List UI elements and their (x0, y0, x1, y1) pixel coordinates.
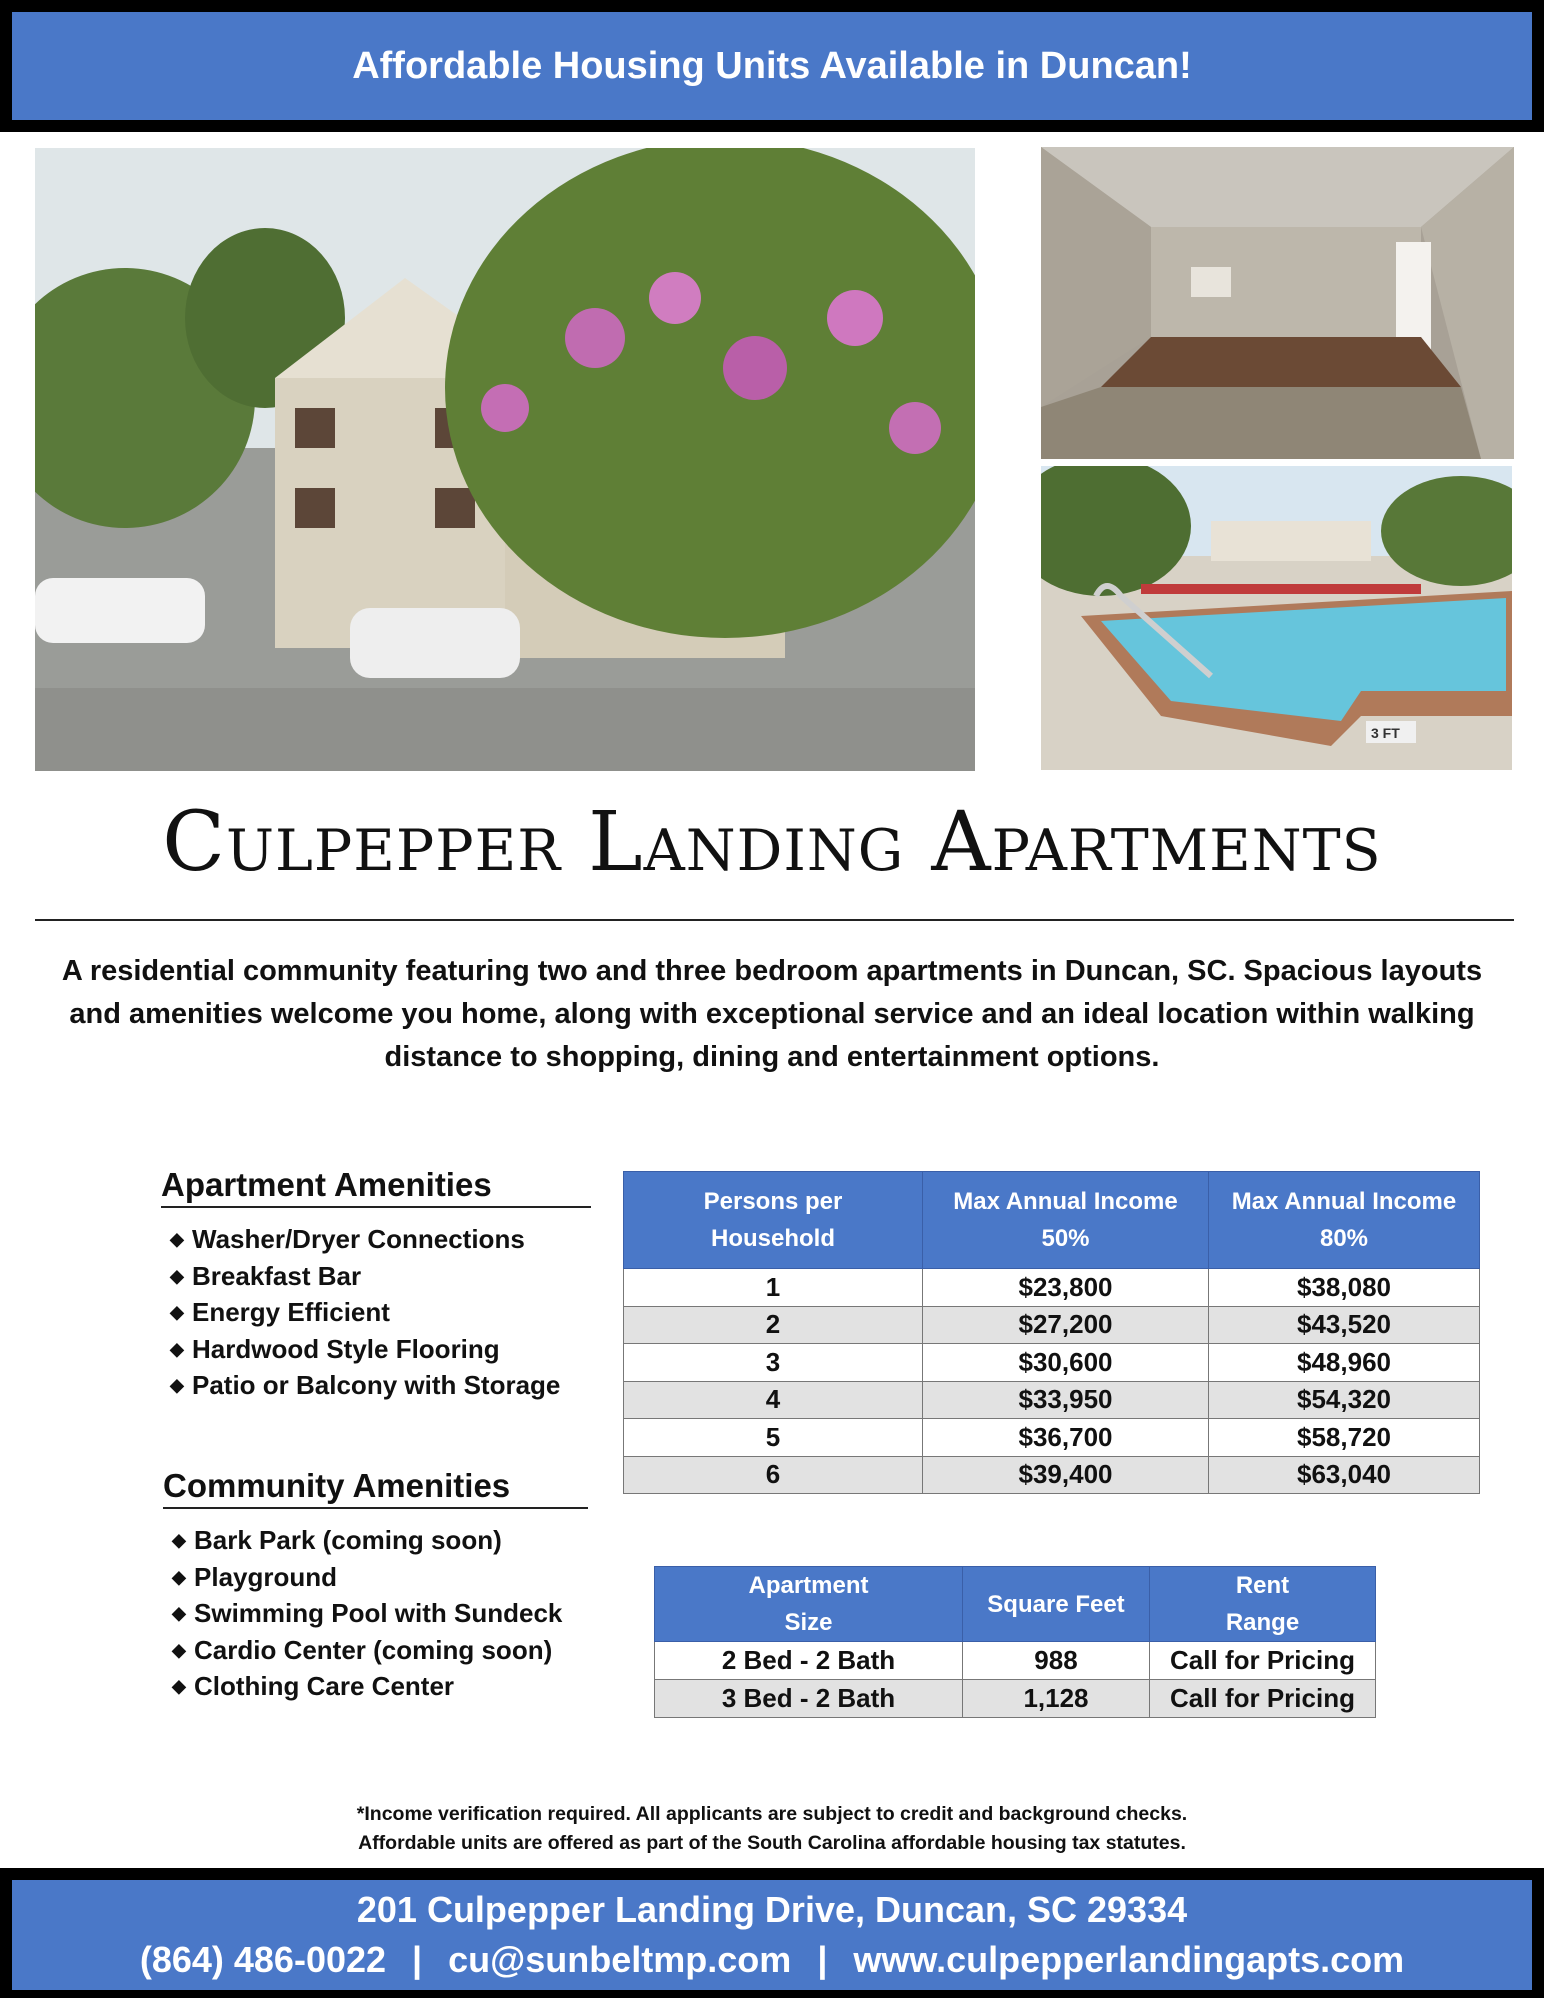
bullet-icon: ◆ (172, 1676, 186, 1696)
banner-headline: Affordable Housing Units Available in Duncan! (352, 44, 1192, 87)
address-text: 201 Culpepper Landing Drive, Duncan, SC 29334 (356, 1889, 1188, 1930)
table-row: 3 $30,600 $48,960 (624, 1344, 1480, 1382)
table-row: 2 Bed - 2 Bath 988 Call for Pricing (655, 1642, 1376, 1680)
community-amenities-list (172, 1522, 562, 1705)
list-item: ◆ Bark Park (coming soon) (172, 1522, 562, 1559)
bullet-icon: ◆ (170, 1338, 184, 1359)
column-header-income-50: Max Annual Income 50% (923, 1172, 1209, 1269)
bullet-icon: ◆ (172, 1639, 186, 1660)
table-row: 5 $36,700 $58,720 (624, 1419, 1480, 1457)
table-row: 4 $33,950 $54,320 (624, 1381, 1480, 1419)
list-item: ◆ Clothing Care Center (172, 1668, 562, 1705)
property-description: A residential community featuring two and three bedroom apartments in Duncan, SC. Spacious layouts and amenities welcome you home, along with exceptional service and an ideal location within walking distance to shopping, dining and entertainment options. (61, 955, 1483, 1073)
bullet-icon: ◆ (170, 1265, 184, 1286)
community-amenities-heading: Community Amenities (163, 1467, 588, 1509)
separator: | (412, 1939, 423, 1980)
list-item: ◆ Swimming Pool with Sundeck (172, 1595, 562, 1632)
bullet-icon: ◆ (170, 1375, 184, 1395)
email-link[interactable]: cu@sunbeltmp.com (448, 1939, 792, 1980)
pool-photo (1041, 466, 1512, 770)
phone-link[interactable]: (864) 486-0022 (139, 1939, 387, 1980)
column-header-square-feet: Square Feet (963, 1567, 1150, 1642)
list-item: ◆ Washer/Dryer Connections (170, 1221, 560, 1258)
table-row: 3 Bed - 2 Bath 1,128 Call for Pricing (655, 1680, 1376, 1718)
title-divider (35, 919, 1514, 921)
pool-depth-sign: 3 FT (1371, 725, 1400, 741)
column-header-rent-range: Rent Range (1150, 1567, 1376, 1642)
bullet-icon: ◆ (172, 1530, 186, 1550)
table-row: 2 $27,200 $43,520 (624, 1306, 1480, 1344)
apartment-amenities-list (170, 1221, 560, 1404)
bullet-icon: ◆ (172, 1566, 186, 1587)
column-header-income-80: Max Annual Income 80% (1209, 1172, 1480, 1269)
list-item: ◆ Cardio Center (coming soon) (172, 1632, 562, 1669)
list-item: ◆ Patio or Balcony with Storage (170, 1367, 560, 1404)
list-item: ◆ Playground (172, 1559, 562, 1596)
bottom-banner (0, 1868, 1544, 1998)
bullet-icon: ◆ (170, 1302, 184, 1322)
rent-table (654, 1566, 1376, 1718)
property-name: Culpepper Landing Apartments (162, 795, 1382, 890)
top-banner (0, 0, 1544, 132)
footnote (0, 1800, 1544, 1858)
bullet-icon: ◆ (172, 1603, 186, 1623)
list-item: ◆ Energy Efficient (170, 1294, 560, 1331)
top-banner-panel (12, 12, 1532, 120)
footnote-line-2: Affordable units are offered as part of the South Carolina affordable housing tax statutes. (358, 1832, 1186, 1854)
table-header-row (624, 1172, 1480, 1269)
income-limits-table (623, 1171, 1480, 1494)
separator: | (817, 1939, 828, 1980)
list-item: ◆ Breakfast Bar (170, 1258, 560, 1295)
bullet-icon: ◆ (170, 1229, 184, 1249)
list-item: ◆ Hardwood Style Flooring (170, 1331, 560, 1368)
contact-line (140, 1935, 1404, 1985)
table-row: 6 $39,400 $63,040 (624, 1456, 1480, 1494)
table-header-row (655, 1567, 1376, 1642)
column-header-persons: Persons per Household (624, 1172, 923, 1269)
apartment-amenities-heading: Apartment Amenities (161, 1166, 591, 1208)
footnote-line-1: *Income verification required. All applicants are subject to credit and background checks. (356, 1803, 1188, 1825)
website-link[interactable]: www.culpepperlandingapts.com (853, 1939, 1405, 1980)
column-header-apartment-size: Apartment Size (655, 1567, 963, 1642)
contact-panel (12, 1880, 1532, 1990)
exterior-photo (35, 148, 975, 771)
interior-photo (1041, 147, 1514, 459)
table-row: 1 $23,800 $38,080 (624, 1269, 1480, 1307)
